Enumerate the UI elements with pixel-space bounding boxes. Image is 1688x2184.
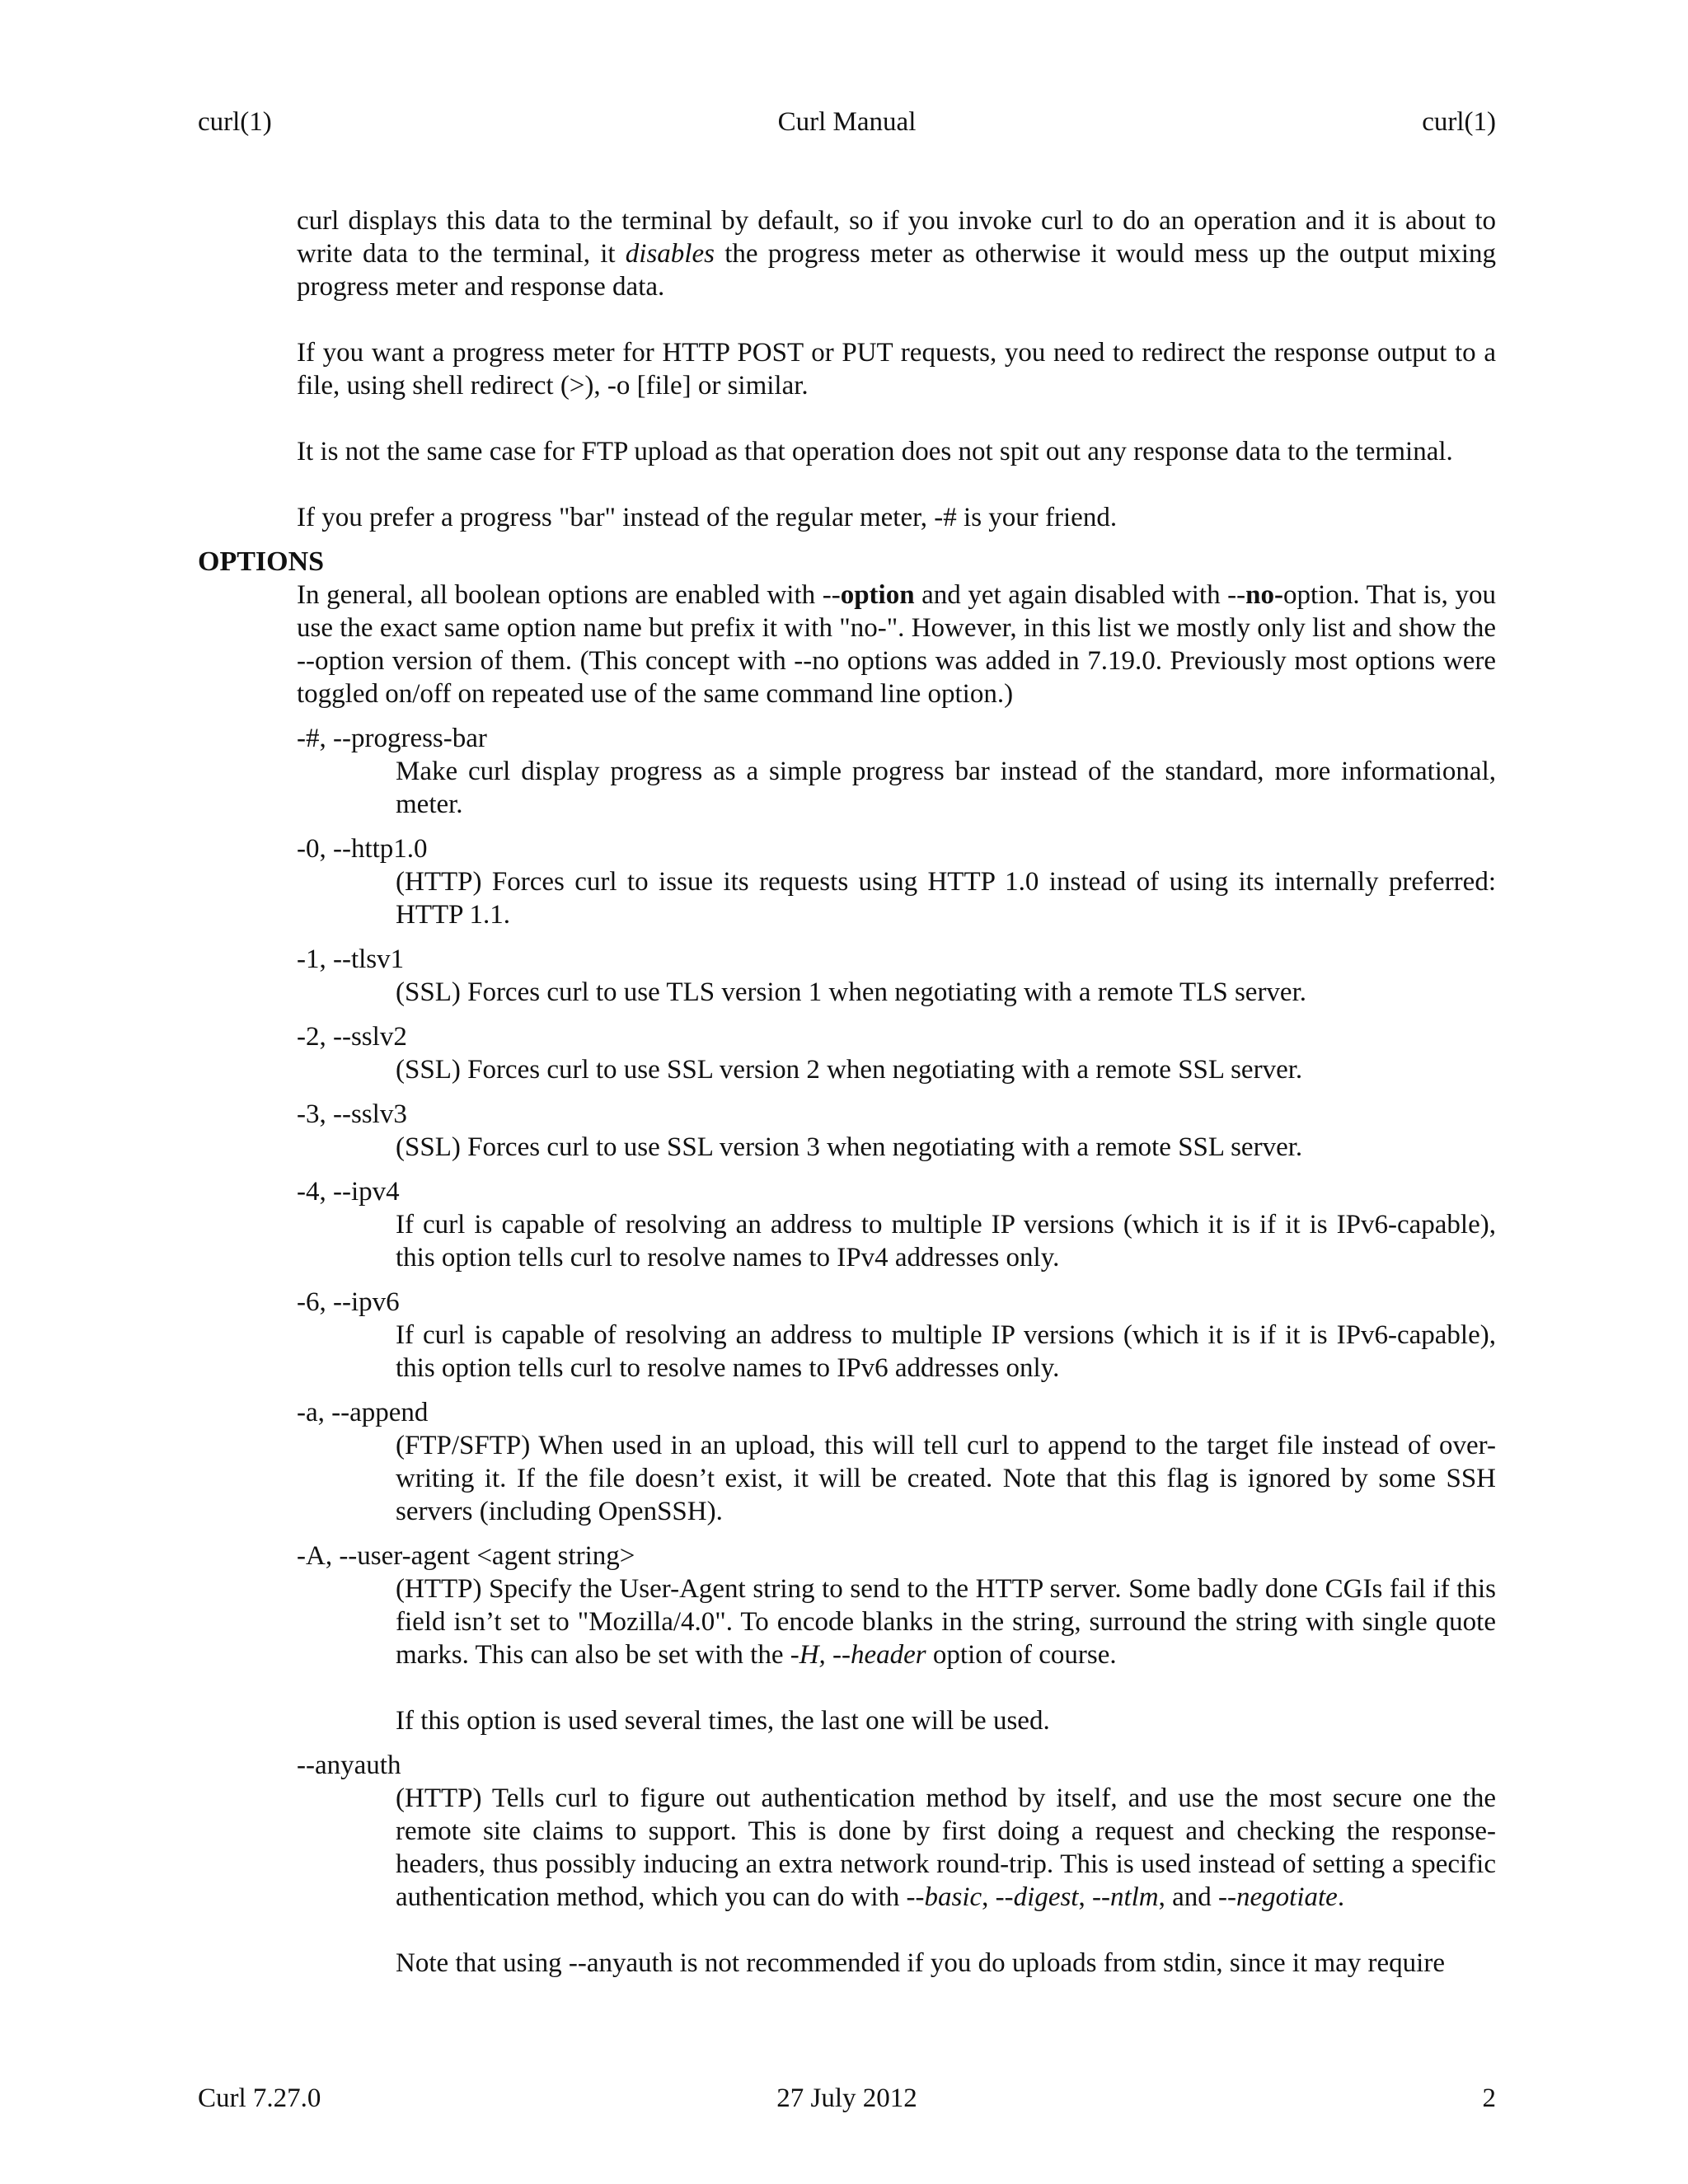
intro-paragraph-3: It is not the same case for FTP upload as that operation does not spit out any response data to the terminal. bbox=[297, 437, 1453, 466]
option-anyauth-negotiate-ref: --negotiate bbox=[1218, 1882, 1338, 1912]
options-intro-text-c: and yet again disabled with -- bbox=[914, 580, 1246, 610]
footer-page-number: 2 bbox=[1482, 2083, 1496, 2113]
option-tlsv1-desc bbox=[396, 976, 1496, 1009]
intro-p1-text-b: the progress meter as otherwise it would mess up the output mixing progress meter and response data. bbox=[297, 239, 1496, 302]
option-append-text: (FTP/SFTP) When used in an upload, this will tell curl to append to the target file instead of over-writing it. If the file doesn’t exist, it will be created. Note that this flag is ignored by some SSH servers (including OpenSSH). bbox=[396, 1431, 1496, 1526]
option-sslv2-name: -2, --sslv2 bbox=[297, 1022, 407, 1052]
option-ipv6-text: If curl is capable of resolving an address to multiple IP versions (which it is if it is IPv6-capable), this option tells curl to resolve names to IPv6 addresses only. bbox=[396, 1320, 1496, 1383]
options-intro bbox=[297, 579, 1496, 710]
option-tlsv1-name: -1, --tlsv1 bbox=[297, 944, 405, 974]
intro-paragraph-1 bbox=[297, 204, 1496, 303]
footer-version: Curl 7.27.0 bbox=[198, 2083, 321, 2113]
option-ipv4-name: -4, --ipv4 bbox=[297, 1177, 400, 1207]
option-sslv2-text: (SSL) Forces curl to use SSL version 2 when negotiating with a remote SSL server. bbox=[396, 1055, 1303, 1085]
header-left: curl(1) bbox=[198, 107, 272, 137]
option-tlsv1-text: (SSL) Forces curl to use TLS version 1 when negotiating with a remote TLS server. bbox=[396, 977, 1307, 1007]
header-right: curl(1) bbox=[1422, 107, 1496, 137]
option-sslv2-desc bbox=[396, 1053, 1496, 1086]
option-progress-bar-desc bbox=[396, 755, 1496, 821]
header-title: Curl Manual bbox=[777, 107, 917, 137]
option-anyauth-ntlm-ref: --ntlm bbox=[1091, 1882, 1159, 1912]
option-sslv3-desc bbox=[396, 1131, 1496, 1164]
option-append-name: -a, --append bbox=[297, 1398, 429, 1427]
option-http10-text: (HTTP) Forces curl to issue its requests using HTTP 1.0 instead of using its internally preferred: HTTP 1.1. bbox=[396, 867, 1496, 930]
option-user-agent-text-b: option of course. bbox=[926, 1640, 1117, 1670]
page-body bbox=[198, 204, 1496, 1980]
option-sslv3-text: (SSL) Forces curl to use SSL version 3 when negotiating with a remote SSL server. bbox=[396, 1132, 1303, 1162]
option-ipv6-name: -6, --ipv6 bbox=[297, 1287, 400, 1317]
intro-p1-emphasis: disables bbox=[625, 239, 715, 269]
option-progress-bar-name: -#, --progress-bar bbox=[297, 724, 487, 753]
option-anyauth-end: . bbox=[1337, 1882, 1345, 1912]
option-anyauth-sep-3: , and bbox=[1158, 1882, 1219, 1912]
option-anyauth-sep-1: , bbox=[982, 1882, 996, 1912]
option-user-agent-text-a: (HTTP) Specify the User-Agent string to send to the HTTP server. Some badly done CGIs fail if this field isn’t set to "Mozilla/4.0". To encode blanks in the string, surround the string with single quote marks. This can also be set with the bbox=[396, 1574, 1496, 1670]
option-anyauth-digest-ref: --digest bbox=[995, 1882, 1079, 1912]
option-user-agent-paragraph-2: If this option is used several times, the last one will be used. bbox=[396, 1706, 1050, 1736]
option-anyauth-text-a: (HTTP) Tells curl to figure out authentication method by itself, and use the most secure one the remote site claims to support. This is done by first doing a request and checking the response-headers, thus possibly inducing an extra network round-trip. This is used instead of setting a specific authentication method, which you can do with bbox=[396, 1783, 1496, 1912]
option-anyauth-basic-ref: --basic bbox=[906, 1882, 982, 1912]
option-anyauth-desc bbox=[396, 1782, 1496, 1980]
option-ipv6-desc bbox=[396, 1319, 1496, 1385]
options-intro-bold-option: option bbox=[840, 580, 915, 610]
option-user-agent-paragraph-1 bbox=[396, 1572, 1496, 1671]
intro-paragraph-4: If you prefer a progress "bar" instead of the regular meter, -# is your friend. bbox=[297, 503, 1118, 532]
option-user-agent-desc bbox=[396, 1572, 1496, 1737]
intro-section bbox=[297, 204, 1496, 534]
option-anyauth-paragraph-2: Note that using --anyauth is not recommended if you do uploads from stdin, since it may require bbox=[396, 1948, 1445, 1978]
intro-p1-text-a: curl displays this data to the terminal by default, so if you invoke curl to do an operation and it is about to write data to the terminal, it bbox=[297, 206, 1496, 269]
option-sslv3-name: -3, --sslv3 bbox=[297, 1099, 407, 1129]
option-http10-name: -0, --http1.0 bbox=[297, 834, 428, 864]
option-ipv4-desc bbox=[396, 1208, 1496, 1274]
footer-date: 27 July 2012 bbox=[776, 2083, 917, 2113]
page-footer bbox=[198, 2082, 1496, 2115]
option-anyauth-paragraph-1 bbox=[396, 1782, 1496, 1914]
option-anyauth-name: --anyauth bbox=[297, 1750, 401, 1780]
option-progress-bar-text: Make curl display progress as a simple progress bar instead of the standard, more informational, meter. bbox=[396, 757, 1496, 819]
page-header bbox=[198, 105, 1496, 138]
intro-paragraph-2: If you want a progress meter for HTTP POST or PUT requests, you need to redirect the response output to a file, using shell redirect (>), -o [file] or similar. bbox=[297, 338, 1496, 401]
option-http10-desc bbox=[396, 865, 1496, 931]
options-intro-bold-no: no- bbox=[1245, 580, 1283, 610]
option-ipv4-text: If curl is capable of resolving an address to multiple IP versions (which it is if it is IPv6-capable), this option tells curl to resolve names to IPv4 addresses only. bbox=[396, 1210, 1496, 1272]
options-intro-paragraph bbox=[297, 579, 1496, 710]
options-intro-text-d: option. That is, you use the exact same option name but prefix it with "no-". However, in this list we mostly only list and show the --option version of them. (This concept with --no options was added in 7.19.0. Previously most options were toggled on/off on repeated use of the same command line option.) bbox=[297, 580, 1496, 709]
option-append-desc bbox=[396, 1429, 1496, 1528]
option-anyauth-sep-2: , bbox=[1078, 1882, 1092, 1912]
options-heading: OPTIONS bbox=[198, 546, 325, 577]
options-intro-text-a: In general, all boolean options are enabled with -- bbox=[297, 580, 841, 610]
option-user-agent-header-ref: -H, --header bbox=[790, 1640, 926, 1670]
option-user-agent-name: -A, --user-agent <agent string> bbox=[297, 1541, 635, 1571]
